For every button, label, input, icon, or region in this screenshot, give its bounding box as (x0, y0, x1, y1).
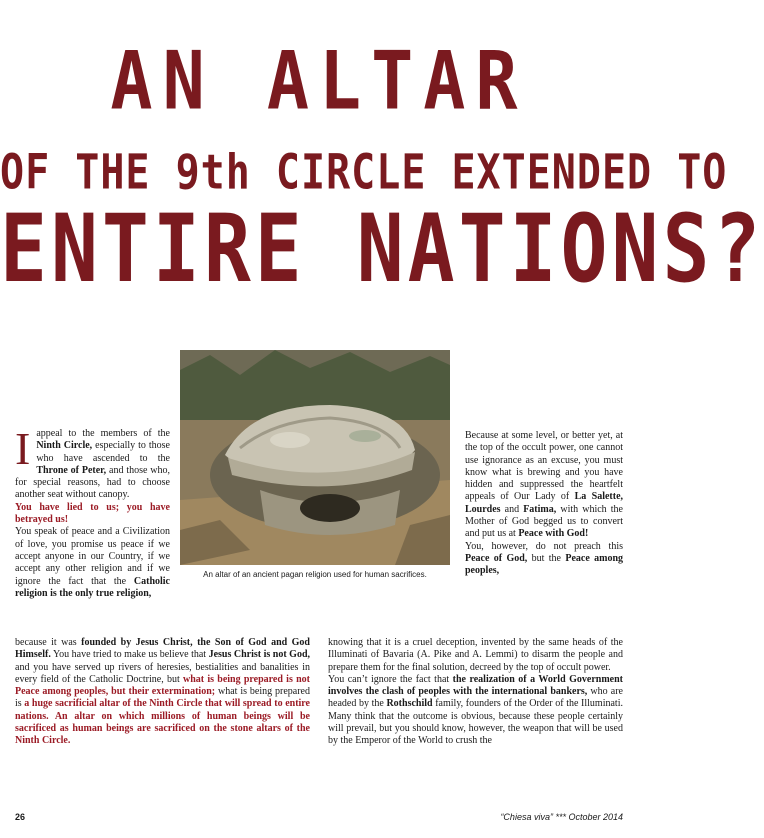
drop-cap: I (15, 423, 31, 474)
left-column (15, 423, 170, 600)
left-paragraph-2: You have lied to us; you have betrayed us! (15, 501, 170, 526)
publication-info: “Chiesa viva” *** October 2014 (500, 812, 623, 822)
headline-line-3: ENTIRE NATIONS? (0, 196, 764, 304)
left-paragraph-1: appeal to the members of the Ninth Circle, especially to those who have ascended to the Throne of Peter, and those who, for special reasons, had to choose another seat without canopy. (15, 428, 170, 501)
left-continuation: because it was founded by Jesus Christ, the Son of God and God Himself. You have tried to make us believe that Jesus Christ is not God, and you have served up rivers of heresies, bestialities and banalities in every field of the Catholic Doctrine, but what is being prepared is not Peace among peoples, but their extermination; what is being prepared is a huge sacrificial altar of the Ninth Circle that will spread to entire nations. An altar on which millions of human beings will be sacrificed as human beings are sacrificed on the stone altars of the Ninth Circle. (15, 637, 311, 747)
right-paragraph-1: Because at some level, or better yet, at the top of the occult power, one cannot use ignorance as an excuse, you must know what is brewing and you have hidden and suppressed the heartfelt appeals of Our Lady of La Salette, Lourdes and Fatima, with which the Mother of God begged us to convert and put us at Peace with God! (465, 430, 624, 540)
photo-caption: An altar of an ancient pagan religion used for human sacrifices. (203, 570, 427, 579)
altar-photo (180, 350, 450, 565)
right-column (465, 430, 623, 578)
headline-line-1: AN ALTAR (110, 33, 528, 129)
altar-photo-illustration (180, 350, 450, 565)
page-number: 26 (15, 812, 26, 822)
left-paragraph-3: You speak of peace and a Civilization of love, you promise us peace if we accept anyone in our Country, if we accept any other religion and if we ignore the fact that the Catholic religion is the only true religion, (15, 526, 170, 599)
right-continuation: knowing that it is a cruel deception, invented by the same heads of the Illuminati of Bavaria (A. Pike and A. Lemmi) to disarm the people and prepare them for the final solution, decreed by the top of occult power. You can’t ignore the fact that the realization of a World Government involves the clash of peoples with the international bankers, who are headed by the Rothschild family, founders of the Order of the Illuminati. Many think that the outcome is obvious, because these people certainly will prevail, but you should know, however, the weapon that will be used by the Emperor of the World to crush the (328, 637, 623, 747)
headline-line-2: OF THE 9th CIRCLE EXTENDED TO (0, 145, 728, 201)
right-paragraph-2: You, however, do not preach this Peace of God, but the Peace among peoples, (465, 540, 624, 577)
